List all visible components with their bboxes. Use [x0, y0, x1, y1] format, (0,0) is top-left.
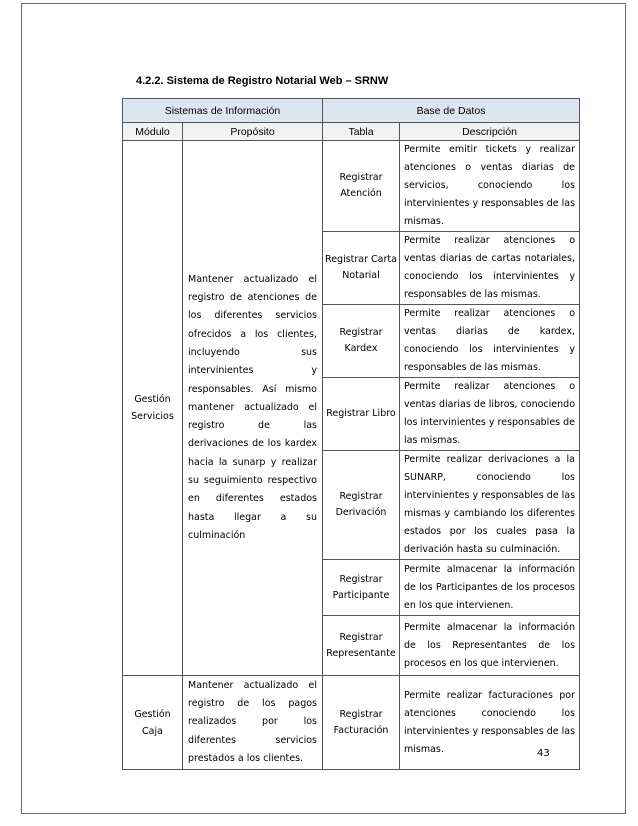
module-cell: Gestión Caja [123, 676, 183, 770]
description-cell: Permite almacenar la información de los Participantes de los procesos en los que intervienen. [400, 560, 580, 616]
table-row [123, 141, 580, 232]
description-cell: Permite realizar atenciones o ventas diarias de libros, conociendo los intervinientes y responsables de las mismas. [400, 378, 580, 451]
group-header-row [123, 99, 580, 123]
module-cell: Gestión Servicios [123, 141, 183, 676]
description-cell: Permite realizar derivaciones a la SUNARP, conociendo los intervinientes y responsables de las mismas y cambiando los diferentes estados por los cuales pasa la derivación hasta su culminación. [400, 451, 580, 560]
table-name-cell: Registrar Participante [323, 560, 400, 616]
column-header-row [123, 123, 580, 141]
description-cell: Permite realizar atenciones o ventas diarias de kardex, conociendo los intervinientes y responsables de las mismas. [400, 305, 580, 378]
systems-table [122, 98, 580, 770]
column-header-descripcion: Descripción [400, 123, 580, 141]
section-title: 4.2.2. Sistema de Registro Notarial Web – SRNW [136, 75, 389, 87]
group-header-sistemas: Sistemas de Información [123, 99, 323, 123]
table-row [123, 676, 580, 770]
description-cell: Permite almacenar la información de los Representantes de los procesos en los que intervienen. [400, 616, 580, 676]
group-header-base-datos: Base de Datos [323, 99, 580, 123]
table-name-cell: Registrar Representante [323, 616, 400, 676]
column-header-tabla: Tabla [323, 123, 400, 141]
description-cell: Permite emitir tickets y realizar atenciones o ventas diarias de servicios, conociendo los intervinientes y responsables de las mismas. [400, 141, 580, 232]
table-name-cell: Registrar Facturación [323, 676, 400, 770]
table-name-cell: Registrar Libro [323, 378, 400, 451]
column-header-modulo: Módulo [123, 123, 183, 141]
table-name-cell: Registrar Atención [323, 141, 400, 232]
purpose-cell: Mantener actualizado el registro de atenciones de los diferentes servicios ofrecidos a los clientes, incluyendo sus intervinientes y responsables. Así mismo mantener actualizado el registro de las derivaciones de los kardex hacia la sunarp y realizar su seguimiento respectivo en diferentes estados hasta llegar a su culminación [183, 141, 323, 676]
purpose-cell: Mantener actualizado el registro de los pagos realizados por los diferentes servicios prestados a los clientes. [183, 676, 323, 770]
table-name-cell: Registrar Derivación [323, 451, 400, 560]
table-name-cell: Registrar Carta Notarial [323, 232, 400, 305]
description-cell: Permite realizar atenciones o ventas diarias de cartas notariales, conociendo los intervinientes y responsables de las mismas. [400, 232, 580, 305]
description-cell: Permite realizar facturaciones por atenciones conociendo los intervinientes y responsables de las mismas. [400, 676, 580, 770]
column-header-proposito: Propósito [183, 123, 323, 141]
table-name-cell: Registrar Kardex [323, 305, 400, 378]
page-number: 43 [537, 748, 550, 759]
